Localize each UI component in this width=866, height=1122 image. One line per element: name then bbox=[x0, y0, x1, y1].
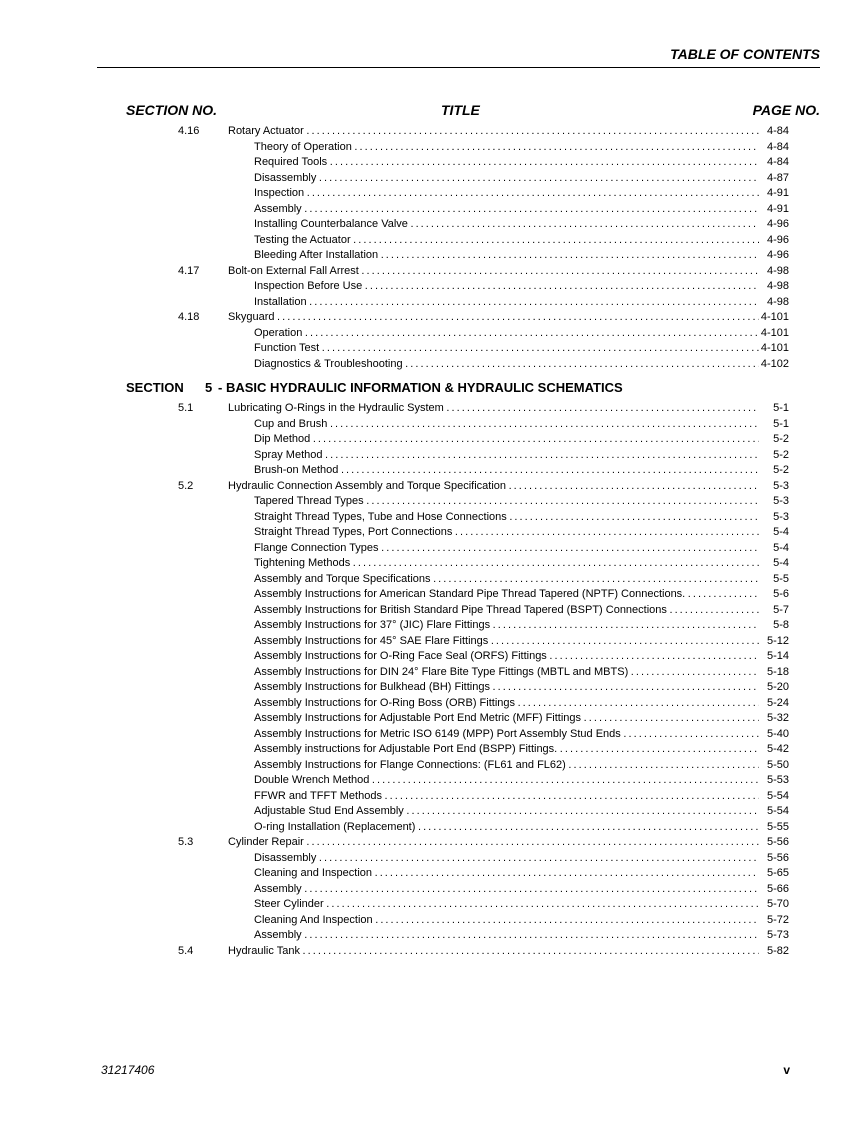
toc-entry-title: Hydraulic Connection Assembly and Torque Specification . . . bbox=[228, 479, 759, 495]
toc-entry-page: 5-32 bbox=[766, 712, 789, 724]
toc-entry[interactable] bbox=[0, 587, 866, 603]
toc-entry[interactable] bbox=[0, 618, 866, 634]
toc-entry[interactable] bbox=[0, 944, 866, 960]
toc-entry-page: 5-4 bbox=[773, 557, 789, 569]
toc-entry-title: Function Test . . . bbox=[254, 341, 759, 357]
toc-entry-title: FFWR and TFFT Methods . . . bbox=[254, 789, 759, 805]
toc-entry[interactable] bbox=[0, 217, 866, 233]
toc-entry[interactable] bbox=[0, 634, 866, 650]
toc-entry[interactable] bbox=[0, 603, 866, 619]
column-header-section: SECTION NO. bbox=[126, 102, 218, 118]
toc-entry-title: Installing Counterbalance Valve . . . bbox=[254, 217, 759, 233]
toc-entry-title: Cleaning and Inspection . . . bbox=[254, 866, 759, 882]
toc-entry-page: 4-102 bbox=[760, 357, 789, 370]
section-label: SECTION bbox=[126, 380, 184, 395]
toc-entry-title: Assembly . . . bbox=[254, 928, 759, 944]
column-header-page: PAGE NO. bbox=[752, 102, 820, 118]
toc-entry-title: Disassembly . . . bbox=[254, 171, 759, 187]
toc-entry[interactable] bbox=[0, 510, 866, 526]
footer-page-number: v bbox=[783, 1063, 790, 1077]
toc-entry[interactable] bbox=[0, 140, 866, 156]
toc-entry[interactable] bbox=[0, 463, 866, 479]
toc-entry-title: Assembly Instructions for Flange Connections: (FL61 and FL62) . . . bbox=[254, 758, 759, 774]
toc-entry[interactable] bbox=[0, 696, 866, 712]
toc-entry[interactable] bbox=[0, 155, 866, 171]
toc-entry-page: 5-20 bbox=[766, 681, 789, 693]
toc-entry-title: Assembly Instructions for Bulkhead (BH) Fittings . . . bbox=[254, 680, 759, 696]
toc-entry-title: Operation . . . bbox=[254, 326, 759, 342]
toc-entry[interactable] bbox=[0, 556, 866, 572]
toc-entry-page: 5-3 bbox=[773, 479, 789, 492]
table-of-contents bbox=[0, 124, 866, 959]
toc-entry-title: O-ring Installation (Replacement) . . . bbox=[254, 820, 759, 836]
toc-entry-number: 4.17 bbox=[178, 264, 200, 277]
toc-entry-page: 5-73 bbox=[766, 929, 789, 941]
toc-entry-number: 5.3 bbox=[178, 836, 194, 848]
toc-entry-title: Cup and Brush . . . bbox=[254, 417, 759, 433]
toc-entry-page: 5-18 bbox=[766, 665, 789, 678]
toc-entry-title: Brush-on Method . . . bbox=[254, 463, 759, 479]
toc-entry-title: Assembly . . . bbox=[254, 202, 759, 218]
toc-entry-page: 5-8 bbox=[773, 619, 789, 631]
toc-entry[interactable] bbox=[0, 866, 866, 882]
toc-entry[interactable] bbox=[0, 572, 866, 588]
toc-entry-page: 4-98 bbox=[766, 280, 789, 292]
toc-entry-page: 4-101 bbox=[760, 326, 789, 339]
toc-entry-page: 4-98 bbox=[766, 295, 789, 308]
toc-entry-title: Adjustable Stud End Assembly . . . bbox=[254, 804, 759, 820]
toc-entry-title: Tapered Thread Types . . . bbox=[254, 494, 759, 510]
toc-entry-page: 5-3 bbox=[773, 495, 789, 507]
toc-entry-page: 5-40 bbox=[766, 727, 789, 740]
toc-entry-number: 5.4 bbox=[178, 944, 194, 957]
toc-entry-title: Required Tools . . . bbox=[254, 155, 759, 171]
toc-entry-title: Inspection Before Use . . . bbox=[254, 279, 759, 295]
toc-entry[interactable] bbox=[0, 680, 866, 696]
toc-entry-number: 5.2 bbox=[178, 479, 194, 492]
toc-entry-number: 4.18 bbox=[178, 311, 200, 323]
toc-entry-title: Disassembly . . . bbox=[254, 851, 759, 867]
footer-document-number: 31217406 bbox=[101, 1063, 155, 1077]
toc-entry-title: Tightening Methods . . . bbox=[254, 556, 759, 572]
toc-entry-title: Diagnostics & Troubleshooting . . . bbox=[254, 357, 759, 373]
toc-entry[interactable] bbox=[0, 649, 866, 665]
toc-entry-page: 5-70 bbox=[766, 898, 789, 910]
toc-entry-page: 5-56 bbox=[766, 851, 789, 864]
toc-entry-title: Lubricating O-Rings in the Hydraulic System . . . bbox=[228, 401, 759, 417]
page-header-title: TABLE OF CONTENTS bbox=[670, 46, 820, 62]
toc-entry[interactable] bbox=[0, 326, 866, 342]
toc-entry[interactable] bbox=[0, 233, 866, 249]
toc-entry-number: 4.16 bbox=[178, 125, 200, 137]
toc-entry[interactable] bbox=[0, 665, 866, 681]
toc-entry-page: 5-4 bbox=[773, 526, 789, 538]
toc-entry-title: Assembly Instructions for DIN 24° Flare Bite Type Fittings (MBTL and MBTS) . . . bbox=[254, 665, 759, 681]
toc-entry-page: 4-101 bbox=[760, 342, 789, 354]
toc-entry-title: Assembly Instructions for 45° SAE Flare Fittings . . . bbox=[254, 634, 759, 650]
toc-entry[interactable] bbox=[0, 789, 866, 805]
toc-entry[interactable] bbox=[0, 727, 866, 743]
toc-entry-page: 5-56 bbox=[766, 836, 789, 848]
toc-entry[interactable] bbox=[0, 742, 866, 758]
toc-entry-page: 4-87 bbox=[766, 171, 789, 184]
toc-entry-page: 4-84 bbox=[766, 156, 789, 168]
toc-entry[interactable] bbox=[0, 417, 866, 433]
toc-entry[interactable] bbox=[0, 851, 866, 867]
section-title: - BASIC HYDRAULIC INFORMATION & HYDRAULIC SCHEMATICS bbox=[218, 380, 623, 395]
toc-entry[interactable] bbox=[0, 186, 866, 202]
toc-entry[interactable] bbox=[0, 494, 866, 510]
toc-entry[interactable] bbox=[0, 248, 866, 264]
toc-entry-page: 5-24 bbox=[766, 696, 789, 709]
section-number: 5 bbox=[205, 380, 213, 395]
toc-entry-page: 5-6 bbox=[773, 588, 789, 600]
toc-entry[interactable] bbox=[0, 835, 866, 851]
toc-entry-title: Assembly Instructions for O-Ring Boss (ORB) Fittings . . . bbox=[254, 696, 759, 712]
toc-entry-title: Installation . . . bbox=[254, 295, 759, 311]
toc-entry[interactable] bbox=[0, 541, 866, 557]
toc-entry-page: 5-65 bbox=[766, 867, 789, 879]
toc-entry-title: Inspection . . . bbox=[254, 186, 759, 202]
toc-entry-title: Bleeding After Installation . . . bbox=[254, 248, 759, 264]
toc-entry[interactable] bbox=[0, 882, 866, 898]
toc-entry-page: 4-98 bbox=[766, 264, 789, 277]
toc-block-section-5 bbox=[0, 401, 866, 959]
toc-entry-page: 5-55 bbox=[766, 820, 789, 833]
toc-entry-title: Spray Method . . . bbox=[254, 448, 759, 464]
toc-entry-title: Cylinder Repair . . . bbox=[228, 835, 759, 851]
toc-entry-page: 4-96 bbox=[766, 233, 789, 246]
toc-entry[interactable] bbox=[0, 804, 866, 820]
toc-entry[interactable] bbox=[0, 310, 866, 326]
toc-entry-page: 5-50 bbox=[766, 758, 789, 771]
toc-entry-title: Flange Connection Types . . . bbox=[254, 541, 759, 557]
toc-entry[interactable] bbox=[0, 479, 866, 495]
toc-entry-page: 5-2 bbox=[773, 448, 789, 461]
toc-entry-title: Dip Method . . . bbox=[254, 432, 759, 448]
toc-entry[interactable] bbox=[0, 913, 866, 929]
toc-entry[interactable] bbox=[0, 711, 866, 727]
toc-entry-page: 4-96 bbox=[766, 249, 789, 261]
toc-entry-title: Rotary Actuator . . . bbox=[228, 124, 759, 140]
toc-entry[interactable] bbox=[0, 341, 866, 357]
toc-entry-page: 5-54 bbox=[766, 789, 789, 802]
toc-entry-page: 5-1 bbox=[773, 417, 789, 430]
header-rule bbox=[97, 67, 820, 68]
toc-entry-title: Assembly instructions for Adjustable Port End (BSPP) Fittings. . . . bbox=[254, 742, 759, 758]
toc-entry-title: Straight Thread Types, Tube and Hose Connections . . . bbox=[254, 510, 759, 526]
toc-entry[interactable] bbox=[0, 758, 866, 774]
toc-entry-title: Bolt-on External Fall Arrest . . . bbox=[228, 264, 759, 280]
toc-entry[interactable] bbox=[0, 124, 866, 140]
toc-entry-title: Assembly Instructions for 37° (JIC) Flare Fittings . . . bbox=[254, 618, 759, 634]
toc-entry-title: Assembly Instructions for Metric ISO 6149 (MPP) Port Assembly Stud Ends . . . bbox=[254, 727, 759, 743]
toc-entry-page: 5-12 bbox=[766, 634, 789, 647]
toc-entry-title: Steer Cylinder . . . bbox=[254, 897, 759, 913]
toc-entry[interactable] bbox=[0, 357, 866, 373]
toc-entry[interactable] bbox=[0, 820, 866, 836]
toc-entry-title: Skyguard . . . bbox=[228, 310, 759, 326]
toc-entry-page: 5-2 bbox=[773, 464, 789, 476]
toc-entry-title: Assembly and Torque Specifications . . . bbox=[254, 572, 759, 588]
toc-entry-page: 5-82 bbox=[766, 944, 789, 957]
toc-entry-title: Double Wrench Method . . . bbox=[254, 773, 759, 789]
toc-entry[interactable] bbox=[0, 279, 866, 295]
toc-entry-page: 4-84 bbox=[766, 140, 789, 153]
section-heading[interactable] bbox=[0, 375, 866, 401]
toc-entry[interactable] bbox=[0, 928, 866, 944]
toc-entry-page: 5-66 bbox=[766, 882, 789, 895]
toc-entry-page: 4-84 bbox=[766, 125, 789, 137]
toc-entry-title: Assembly Instructions for Adjustable Port End Metric (MFF) Fittings . . . bbox=[254, 711, 759, 727]
toc-entry[interactable] bbox=[0, 897, 866, 913]
toc-entry-title: Assembly . . . bbox=[254, 882, 759, 898]
toc-entry[interactable] bbox=[0, 773, 866, 789]
toc-entry-title: Theory of Operation . . . bbox=[254, 140, 759, 156]
toc-entry-page: 5-3 bbox=[773, 510, 789, 523]
toc-entry-page: 4-91 bbox=[766, 187, 789, 199]
toc-entry-page: 5-1 bbox=[773, 402, 789, 414]
toc-entry-title: Assembly Instructions for O-Ring Face Seal (ORFS) Fittings . . . bbox=[254, 649, 759, 665]
toc-entry[interactable] bbox=[0, 295, 866, 311]
toc-entry-title: Cleaning And Inspection . . . bbox=[254, 913, 759, 929]
toc-entry-page: 5-4 bbox=[773, 541, 789, 554]
toc-entry[interactable] bbox=[0, 202, 866, 218]
toc-entry[interactable] bbox=[0, 401, 866, 417]
toc-entry-title: Assembly Instructions for American Standard Pipe Thread Tapered (NPTF) Connections. . . . bbox=[254, 587, 759, 603]
toc-entry-page: 5-7 bbox=[773, 603, 789, 616]
toc-entry[interactable] bbox=[0, 525, 866, 541]
toc-entry[interactable] bbox=[0, 448, 866, 464]
toc-entry-title: Testing the Actuator . . . bbox=[254, 233, 759, 249]
toc-entry-page: 5-14 bbox=[766, 650, 789, 662]
column-header-title: TITLE bbox=[441, 102, 480, 118]
toc-entry-number: 5.1 bbox=[178, 402, 194, 414]
toc-entry-page: 5-2 bbox=[773, 433, 789, 445]
toc-entry[interactable] bbox=[0, 432, 866, 448]
toc-entry-page: 4-91 bbox=[766, 202, 789, 215]
toc-entry-title: Straight Thread Types, Port Connections . . . bbox=[254, 525, 759, 541]
toc-entry-title: Hydraulic Tank . . . bbox=[228, 944, 759, 960]
toc-entry[interactable] bbox=[0, 264, 866, 280]
toc-entry-page: 4-96 bbox=[766, 218, 789, 230]
toc-block-section-4 bbox=[0, 124, 866, 372]
toc-entry-page: 5-42 bbox=[766, 743, 789, 755]
toc-entry-page: 5-54 bbox=[766, 805, 789, 817]
toc-entry-title: Assembly Instructions for British Standard Pipe Thread Tapered (BSPT) Connections . . . bbox=[254, 603, 759, 619]
toc-entry-page: 5-53 bbox=[766, 774, 789, 786]
toc-entry[interactable] bbox=[0, 171, 866, 187]
toc-entry-page: 5-5 bbox=[773, 572, 789, 585]
toc-entry-page: 4-101 bbox=[760, 311, 789, 323]
toc-entry-page: 5-72 bbox=[766, 913, 789, 926]
